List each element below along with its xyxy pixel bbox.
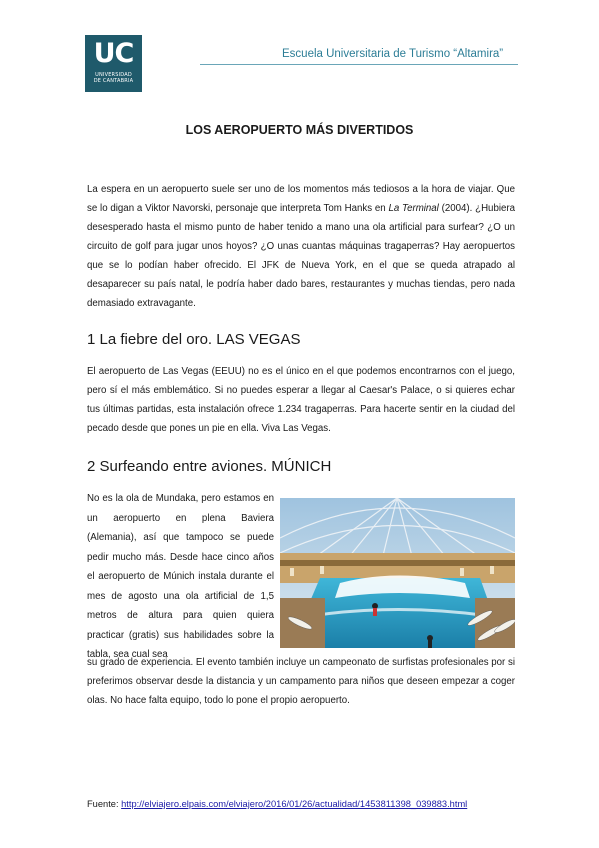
logo-subtitle: UNIVERSIDAD DE CANTABRIA — [93, 72, 134, 84]
university-logo — [85, 35, 142, 92]
school-name: Escuela Universitaria de Turismo “Altamira” — [282, 48, 504, 60]
source-link[interactable]: http://elviajero.elpais.com/elviajero/2016/01/26/actualidad/1453811398_039883.html — [121, 799, 468, 809]
las-vegas-paragraph: El aeropuerto de Las Vegas (EEUU) no es el único en el que podemos encontrarnos con el juego, pero sí el más emblemático. Si no puedes esperar a llegar al Caesar's Palace, o si quieres echar tus últimas partidas, esta instalación ofrece 1.234 tragaperras. Para hacerte sentir en la ciudad del pecado desde que pones un pie en ella. Viva Las Vegas. — [87, 366, 515, 434]
intro-paragraph: La espera en un aeropuerto suele ser uno de los momentos más tediosos a la hora de viajar. Que se lo digan a Viktor Navorski, personaje que interpreta Tom Hanks en La Terminal (2004). ¿Hubiera desesperado hasta el mismo punto de haber tenido a mano una ola artificial para surfear? ¿O un circuito de golf para jugar unos hoyos? ¿O unas cuantas máquinas tragaperras? Hay aeropuertos que se lo podían haber ofrecido. El JFK de Nueva York, en el que se queda atrapado al desaparecer su país natal, le podría haber dado bares, restaurantes y muchas tiendas, pero nada demasiado extravagante. — [87, 184, 515, 309]
section-heading-munich: 2 Surfeando entre aviones. MÚNICH — [87, 458, 332, 475]
document-title: LOS AEROPUERTO MÁS DIVERTIDOS — [185, 123, 414, 137]
source-line — [87, 799, 467, 809]
logo-letters: UC — [93, 38, 134, 69]
film-title: La Terminal — [388, 203, 439, 214]
munich-paragraph-full: su grado de experiencia. El evento también incluye un campeonato de surfistas profesionales por si preferimos observar desde la distancia y un campamento para niños que deseen empezar a coger olas. No hace falta equipo, todo lo pone el propio aeropuerto. — [87, 657, 515, 706]
munich-airport-wave-photo — [280, 498, 515, 648]
source-label: Fuente: — [87, 799, 122, 809]
munich-paragraph-wrapped: No es la ola de Mundaka, pero estamos en un aeropuerto en plena Baviera (Alemania), así que tampoco se puede pedir mucho más. Desde hace cinco años el aeropuerto de Múnich instala durante el mes de agosto una ola artificial de 1,5 metros de altura para quien quiera practicar (gratis) sus habilidades sobre la tabla, sea cual sea — [87, 493, 274, 660]
header-divider — [200, 64, 518, 65]
section-heading-las-vegas: 1 La fiebre del oro. LAS VEGAS — [87, 331, 301, 348]
